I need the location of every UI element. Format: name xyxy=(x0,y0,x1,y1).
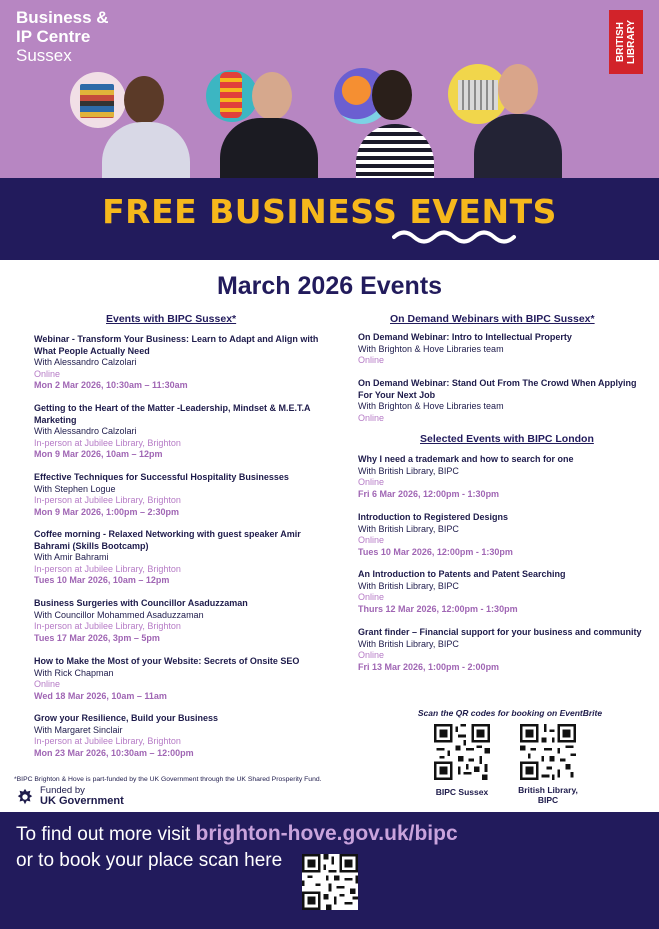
event-presenter: With Alessandro Calzolari xyxy=(34,357,137,367)
banner xyxy=(0,178,659,260)
on-demand-item[interactable] xyxy=(358,332,643,367)
event-item[interactable] xyxy=(34,598,334,644)
british-library-logo: BRITISH LIBRARY xyxy=(609,10,643,74)
event-title: Why I need a trademark and how to search for one xyxy=(358,454,574,464)
brand-line-2: IP Centre xyxy=(16,27,91,46)
event-location: In-person at Jubilee Library, Brighton xyxy=(34,736,181,746)
event-title: How to Make the Most of your Website: Secrets of Onsite SEO xyxy=(34,656,300,666)
event-location: Online xyxy=(358,355,385,365)
person-2-image xyxy=(216,68,320,178)
footer-prefix: To find out more visit xyxy=(16,824,196,845)
event-location: Online xyxy=(358,650,385,660)
london-event-item[interactable] xyxy=(358,569,643,615)
event-presenter: With Amir Bahrami xyxy=(34,552,109,562)
event-date: Thurs 12 Mar 2026, 12:00pm - 1:30pm xyxy=(358,603,518,614)
event-title: Grant finder – Financial support for your business and community xyxy=(358,627,642,637)
bipc-logo xyxy=(16,8,109,65)
event-item[interactable] xyxy=(34,656,334,702)
brand-line-3: Sussex xyxy=(16,46,72,65)
event-presenter: With British Library, BIPC xyxy=(358,465,459,476)
event-presenter: With British Library, BIPC xyxy=(358,523,459,534)
event-date: Tues 17 Mar 2026, 3pm – 5pm xyxy=(34,632,160,643)
london-event-item[interactable] xyxy=(358,512,643,558)
left-column-heading: Events with BIPC Sussex* xyxy=(106,313,237,325)
event-location: In-person at Jubilee Library, Brighton xyxy=(34,437,181,448)
event-item[interactable] xyxy=(34,529,334,587)
event-title: On Demand Webinar: Intro to Intellectual Property xyxy=(358,332,572,342)
qr-code-footer-icon[interactable] xyxy=(302,854,358,910)
person-4-image xyxy=(470,62,564,178)
wave-decoration-icon xyxy=(392,226,518,244)
event-date: Tues 10 Mar 2026, 12:00pm - 1:30pm xyxy=(358,546,513,557)
event-date: Wed 18 Mar 2026, 10am – 11am xyxy=(34,690,167,701)
qr-code-bipc-sussex-icon[interactable] xyxy=(434,724,490,780)
page-title: March 2026 Events xyxy=(216,272,443,300)
qr-caption: Scan the QR codes for booking on EventBrite xyxy=(417,708,603,718)
event-title: Business Surgeries with Councillor Asaduzzaman xyxy=(34,598,248,608)
event-title: Introduction to Registered Designs xyxy=(358,512,509,522)
event-date: Mon 9 Mar 2026, 1:00pm – 2:30pm xyxy=(34,506,180,517)
event-date: Fri 13 Mar 2026, 1:00pm - 2:00pm xyxy=(358,661,500,672)
event-item[interactable] xyxy=(34,403,334,461)
event-title: Grow your Resilience, Build your Business xyxy=(34,713,219,723)
event-location: Online xyxy=(34,368,61,379)
event-location: In-person at Jubilee Library, Brighton xyxy=(34,563,181,574)
footer-line-2: or to book your place scan here xyxy=(16,850,283,871)
event-presenter: With Brighton & Hove Libraries team xyxy=(358,343,504,354)
event-title: Webinar - Transform Your Business: Learn to Adapt and Align with What People Actually Need xyxy=(34,334,319,356)
event-date: Mon 2 Mar 2026, 10:30am – 11:30am xyxy=(34,380,188,390)
qr-label-bipc-sussex: BIPC Sussex xyxy=(435,787,489,797)
event-item[interactable] xyxy=(34,472,334,518)
event-item[interactable] xyxy=(34,713,334,759)
event-presenter: With Stephen Logue xyxy=(34,483,116,494)
event-presenter: With Alessandro Calzolari xyxy=(34,426,137,436)
event-location: In-person at Jubilee Library, Brighton xyxy=(34,621,181,631)
royal-crest-icon xyxy=(16,788,34,806)
event-date: Mon 23 Mar 2026, 10:30am – 12:00pm xyxy=(34,747,194,758)
event-item[interactable] xyxy=(34,334,334,392)
event-date: Fri 6 Mar 2026, 12:00pm - 1:30pm xyxy=(358,488,500,499)
event-presenter: With British Library, BIPC xyxy=(358,580,459,591)
on-demand-item[interactable] xyxy=(358,378,643,424)
footer-line-1 xyxy=(16,822,458,846)
event-title: On Demand Webinar: Stand Out From The Crowd When Applying For Your Next Job xyxy=(358,378,637,400)
person-1-image xyxy=(98,70,194,178)
event-title: Coffee morning - Relaxed Networking with guest speaker Amir Bahrami (Skills Bootcamp) xyxy=(34,529,301,551)
on-demand-heading: On Demand Webinars with BIPC Sussex* xyxy=(390,313,595,325)
person-3-image xyxy=(352,68,436,178)
event-date: Tues 10 Mar 2026, 10am – 12pm xyxy=(34,575,170,585)
event-location: In-person at Jubilee Library, Brighton xyxy=(34,495,181,505)
footer-url-link[interactable]: brighton-hove.gov.uk/bipc xyxy=(195,822,458,845)
event-title: Getting to the Heart of the Matter -Leadership, Mindset & M.E.T.A Marketing xyxy=(34,403,311,425)
event-location: Online xyxy=(358,412,385,423)
event-location: Online xyxy=(358,592,385,602)
london-event-item[interactable] xyxy=(358,627,643,673)
banner-title: FREE BUSINESS EVENTS xyxy=(102,192,557,231)
event-location: Online xyxy=(34,679,61,689)
event-location: Online xyxy=(358,477,385,487)
london-heading: Selected Events with BIPC London xyxy=(420,433,594,445)
event-location: Online xyxy=(358,535,385,545)
event-presenter: With Councillor Mohammed Asaduzzaman xyxy=(34,609,204,620)
london-event-item[interactable] xyxy=(358,454,643,500)
event-presenter: With Margaret Sinclair xyxy=(34,724,123,735)
footer xyxy=(0,812,659,929)
qr-code-british-library-icon[interactable] xyxy=(520,724,576,780)
event-title: Effective Techniques for Successful Hospitality Businesses xyxy=(34,472,289,482)
event-presenter: With British Library, BIPC xyxy=(358,638,459,649)
event-presenter: With Rick Chapman xyxy=(34,667,114,678)
funding-footnote: *BIPC Brighton & Hove is part-funded by the UK Government through the UK Shared Prosperity Fund. xyxy=(14,776,322,783)
event-presenter: With Brighton & Hove Libraries team xyxy=(358,401,504,411)
uk-government-logo xyxy=(16,786,124,807)
uk-government-label: UK Government xyxy=(40,795,124,807)
funded-by-label: Funded by xyxy=(40,785,85,796)
event-title: An Introduction to Patents and Patent Searching xyxy=(358,569,566,579)
header xyxy=(0,0,659,178)
event-date: Mon 9 Mar 2026, 10am – 12pm xyxy=(34,449,163,459)
qr-label-british-library: British Library, BIPC xyxy=(518,785,578,805)
brand-line-1: Business & xyxy=(16,8,109,27)
